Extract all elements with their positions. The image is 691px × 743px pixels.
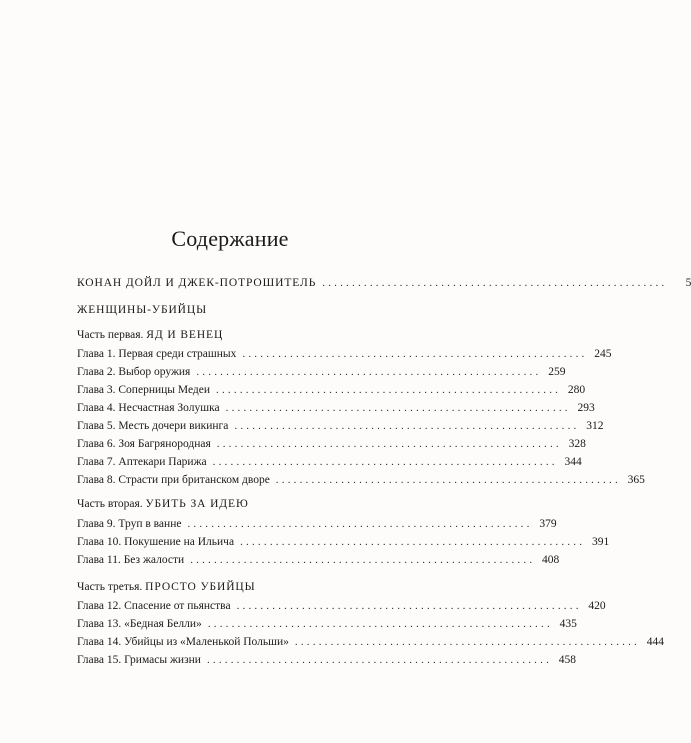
toc-entry-label: Глава 4. Несчастная Золушка	[77, 402, 220, 414]
toc-entry-label: Глава 1. Первая среди страшных	[77, 348, 237, 360]
toc-entry-chapter	[77, 617, 577, 631]
part-name: ЯД И ВЕНЕЦ	[146, 329, 224, 341]
toc-entry-page: 280	[567, 384, 586, 396]
toc-entry-chapter	[77, 455, 582, 469]
toc-entry-page: 365	[627, 474, 645, 486]
toc-entry-chapter	[77, 383, 586, 397]
toc-entry-chapter	[77, 517, 557, 531]
toc-entry-page: 293	[577, 402, 595, 414]
toc-entry-page: 391	[591, 536, 610, 548]
toc-entry-page: 259	[548, 366, 566, 378]
part-heading-2	[77, 497, 249, 511]
toc-entry-label: Глава 3. Соперницы Медеи	[77, 384, 211, 396]
toc-entry-label: Глава 8. Страсти при британском дворе	[77, 474, 270, 486]
dot-leader: ..........................................................	[206, 654, 553, 666]
dot-leader: ..........................................................	[275, 474, 621, 486]
toc-entry-label: Глава 14. Убийцы из «Маленькой Польши»	[77, 636, 289, 648]
part-prefix: Часть третья.	[77, 581, 143, 593]
toc-entry-label: Глава 5. Месть дочери викинга	[77, 420, 229, 432]
dot-leader: ..........................................................	[294, 636, 641, 648]
part-name: ПРОСТО УБИЙЦЫ	[145, 581, 256, 593]
dot-leader: ..........................................................	[216, 384, 562, 396]
toc-entry-page: 379	[539, 518, 557, 530]
toc-entry-label: Глава 2. Выбор оружия	[77, 366, 191, 378]
toc-entry-page: 245	[594, 348, 612, 360]
dot-leader: ..........................................................	[196, 366, 542, 378]
toc-entry-chapter	[77, 365, 566, 379]
toc-entry-page: 328	[568, 438, 586, 450]
dot-leader: ..........................................................	[212, 456, 558, 468]
toc-entry-page: 444	[646, 636, 665, 648]
toc-entry-page: 312	[586, 420, 604, 432]
toc-entry-label: Глава 13. «Бедная Белли»	[77, 618, 202, 630]
toc-entry-chapter	[77, 401, 595, 415]
part-heading-3	[77, 580, 256, 594]
section-title: ЖЕНЩИНЫ-УБИЙЦЫ	[77, 304, 207, 316]
toc-entry-chapter	[77, 473, 645, 487]
dot-leader: ..........................................................	[190, 554, 536, 566]
toc-entry-label: Глава 6. Зоя Багрянородная	[77, 438, 211, 450]
dot-leader: ..........................................................	[236, 600, 582, 612]
toc-entry-chapter	[77, 599, 606, 613]
dot-leader: ..........................................................	[242, 348, 588, 360]
toc-entry-chapter	[77, 653, 577, 667]
toc-entry-page: 458	[558, 654, 577, 666]
toc-entry-chapter	[77, 635, 665, 649]
toc-entry-chapter	[77, 347, 612, 361]
toc-entry-chapter	[77, 437, 586, 451]
dot-leader: ..........................................................	[207, 618, 553, 630]
toc-entry-page: 420	[588, 600, 606, 612]
toc-entry-page: 5	[685, 277, 691, 289]
toc-entry-label: КОНАН ДОЙЛ И ДЖЕК-ПОТРОШИТЕЛЬ	[77, 277, 317, 289]
toc-entry-page: 435	[559, 618, 577, 630]
toc-entry-chapter	[77, 419, 604, 433]
part-heading-1	[77, 328, 223, 342]
toc-entry-chapter	[77, 553, 560, 567]
part-name: УБИТЬ ЗА ИДЕЮ	[145, 498, 249, 510]
toc-entry-label: Глава 15. Гримасы жизни	[77, 654, 201, 666]
toc-entry-page: 408	[542, 554, 560, 566]
toc-entry-page: 344	[564, 456, 582, 468]
toc-entry-intro	[77, 276, 691, 290]
dot-leader: ..........................................................	[225, 402, 571, 414]
dot-leader: ..........................................................	[322, 277, 668, 289]
toc-entry-label: Глава 12. Спасение от пьянства	[77, 600, 231, 612]
dot-leader: ..........................................................	[234, 420, 580, 432]
part-prefix: Часть вторая.	[77, 498, 143, 510]
part-prefix: Часть первая.	[77, 329, 144, 341]
toc-entry-label: Глава 11. Без жалости	[77, 554, 185, 566]
dot-leader: ..........................................................	[216, 438, 562, 450]
toc-entry-chapter	[77, 535, 610, 549]
page-title: Содержание	[171, 226, 289, 251]
dot-leader: ..........................................................	[187, 518, 533, 530]
dot-leader: ..........................................................	[240, 536, 586, 548]
toc-entry-label: Глава 10. Покушение на Ильича	[77, 536, 235, 548]
toc-entry-label: Глава 9. Труп в ванне	[77, 518, 182, 530]
toc-entry-label: Глава 7. Аптекари Парижа	[77, 456, 207, 468]
